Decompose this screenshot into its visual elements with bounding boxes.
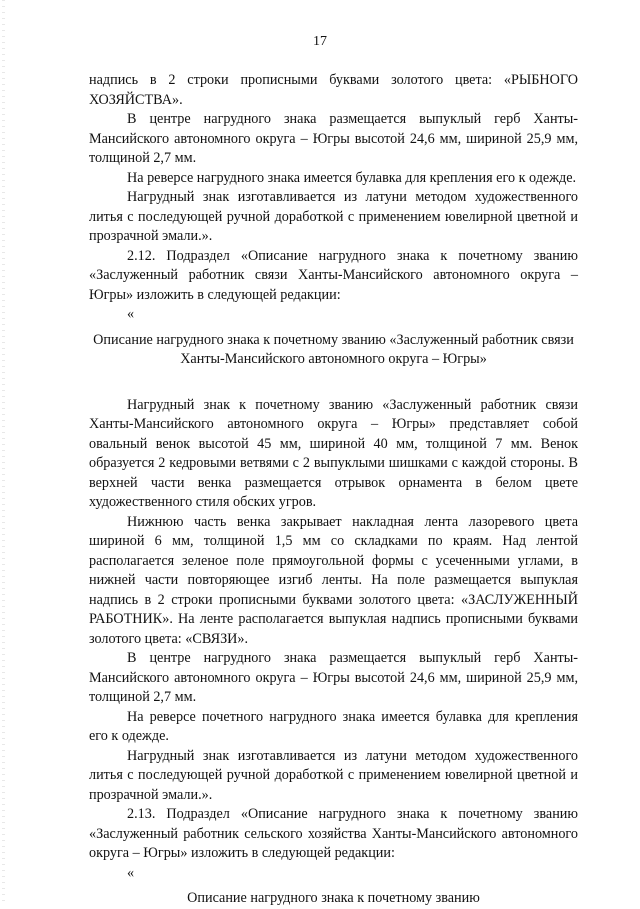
section-heading-agriculture: Описание нагрудного знака к почетному званию [187,890,480,906]
paragraph-ribbon-description: Нижнюю часть венка закрывает накладная лента лазоревого цвета шириной 6 мм, толщиной 1,5 мм со складками по краям. Над лентой располагается зеленое поле прямоугольной формы с усеченными углами, в нижней части повторяющее изгиб ленты. На поле размещается выпуклая надпись в 2 строки прописными буквами золотого цвета: «ЗАСЛУЖЕННЫЙ РАБОТНИК». На ленте располагается выпуклая надпись прописными буквами золотого цвета: «СВЯЗИ». [89,513,578,647]
paragraph-continuation: надпись в 2 строки прописными буквами золотого цвета: «РЫБНОГО ХОЗЯЙСТВА». [89,72,578,108]
opening-quote-2: « [127,864,135,881]
paragraph-section-2-12: 2.12. Подраздел «Описание нагрудного знака к почетному званию «Заслуженный работник связи Ханты-Мансийского автономного округа – Югры» изложить в следующей редакции: [89,247,578,303]
paragraph-manufacture-1: Нагрудный знак изготавливается из латуни методом художественного литья с последующей ручной доработкой с применением ювелирной цветной и прозрачной эмали.». [89,189,578,244]
paragraph-reverse-pin-2: На реверсе почетного нагрудного знака имеется булавка для крепления его к одежде. [89,708,578,744]
paragraph-section-2-13: 2.13. Подраздел «Описание нагрудного знака к почетному званию «Заслуженный работник сельского хозяйства Ханты-Мансийского автономного округа – Югры» изложить в следующей редакции: [89,806,578,861]
paragraph-reverse-pin-1: На реверсе нагрудного знака имеется булавка для крепления его к одежде. [127,169,577,186]
paragraph-manufacture-2: Нагрудный знак изготавливается из латуни методом художественного литья с последующей ручной доработкой с применением ювелирной цветной и прозрачной эмали.». [89,747,578,803]
document-body [89,71,578,909]
section-heading-communications: Описание нагрудного знака к почетному званию «Заслуженный работник связи Ханты-Мансийского автономного округа – Югры» [93,331,574,367]
opening-quote-1: « [127,306,135,322]
page-number: 17 [313,34,327,49]
paragraph-coat-of-arms-1: В центре нагрудного знака размещается выпуклый герб Ханты-Мансийского автономного округа – Югры высотой 24,6 мм, шириной 25,9 мм, толщиной 2,7 мм. [89,111,578,166]
paragraph-coat-of-arms-2: В центре нагрудного знака размещается выпуклый герб Ханты-Мансийского автономного округа – Югры высотой 24,6 мм, шириной 25,9 мм, толщиной 2,7 мм. [89,650,578,705]
paragraph-wreath-description: Нагрудный знак к почетному званию «Заслуженный работник связи Ханты-Мансийского автономного округа – Югры» представляет собой овальный венок высотой 45 мм, шириной 40 мм, толщиной 7 мм. Венок образуется 2 кедровыми ветвями с 2 выпуклыми шишками с каждой стороны. В верхней части венка размещается отрывок орнамента в белом цвете художественного стиля обских угров. [89,396,578,510]
scan-edge-marks [2,0,5,905]
